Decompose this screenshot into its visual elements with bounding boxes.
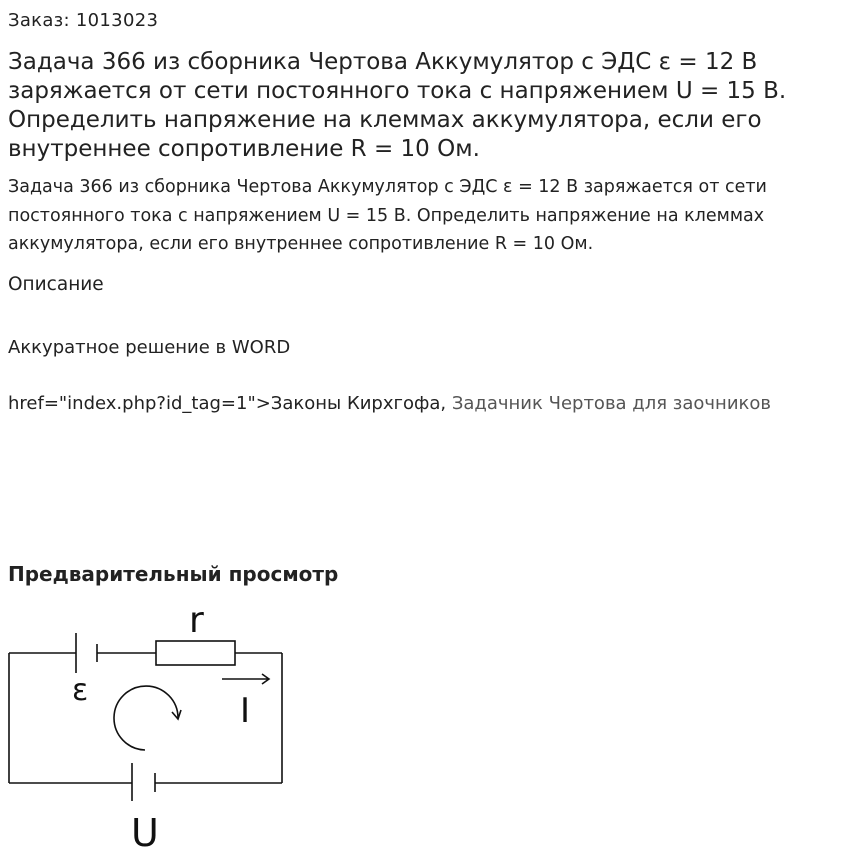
loop-arrow-head bbox=[172, 710, 181, 719]
problem-description: Задача 366 из сборника Чертова Аккумулятор с ЭДС ε = 12 В заряжается от сети постоянного тока с напряжением U = 15 В. Определить напряжение на клеммах аккумулятора, если его внутреннее сопротивление R = 10 Ом. bbox=[8, 177, 767, 254]
current-label: I bbox=[240, 691, 251, 731]
tags-line bbox=[8, 393, 771, 414]
resistor-label: r bbox=[189, 600, 204, 641]
resistor bbox=[156, 641, 235, 665]
current-arrow bbox=[222, 674, 269, 684]
preview-heading: Предварительный просмотр bbox=[8, 562, 339, 586]
solution-note: Аккуратное решение в WORD bbox=[8, 337, 291, 358]
description-section-label: Описание bbox=[8, 274, 104, 295]
loop-arrow-icon bbox=[114, 686, 178, 750]
emf-label: ε bbox=[72, 673, 89, 708]
order-number: Заказ: 1013023 bbox=[8, 10, 159, 31]
circuit-diagram bbox=[0, 598, 300, 862]
voltage-label: U bbox=[131, 811, 159, 855]
page-title: Задача 366 из сборника Чертова Аккумулятор с ЭДС ε = 12 В заряжается от сети постоянного тока с напряжением U = 15 В. Определить напряжение на клеммах аккумулятора, если его внутреннее сопротивление R = 10 Ом. bbox=[8, 49, 787, 162]
tag-link-chertov[interactable]: Задачник Чертова для заочников bbox=[451, 393, 772, 414]
tags-prefix: href="index.php?id_tag=1">Законы Кирхгофа, bbox=[8, 393, 452, 414]
